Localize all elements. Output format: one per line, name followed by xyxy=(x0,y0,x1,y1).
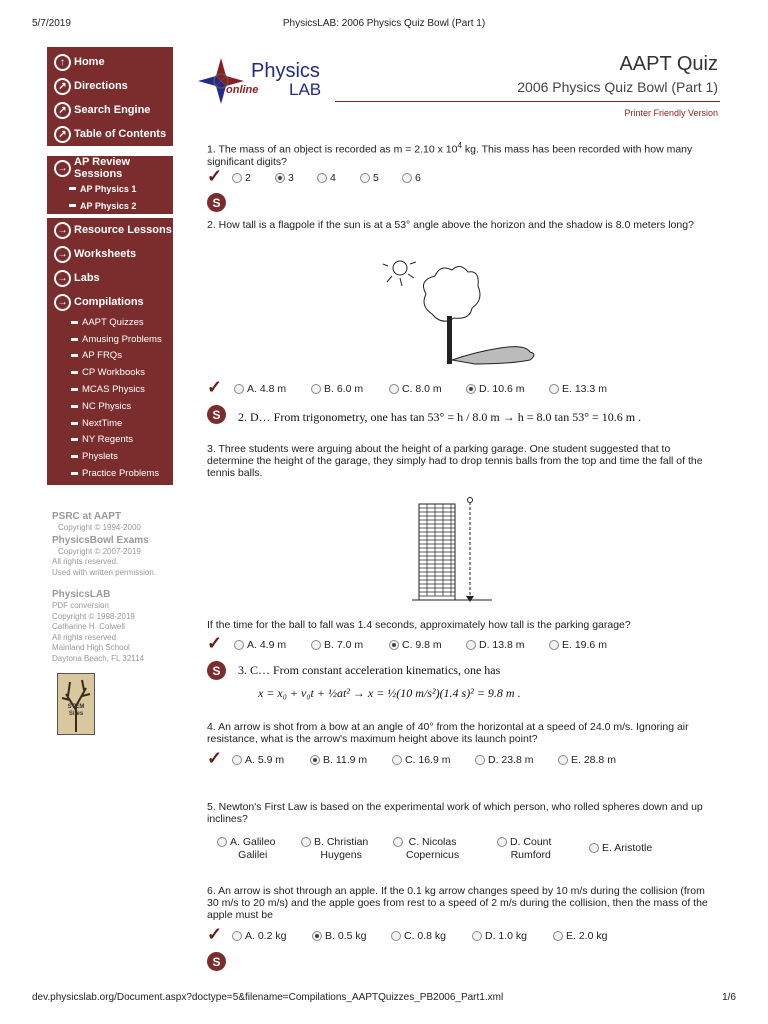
check-icon: ✓ xyxy=(207,924,223,944)
q5-option[interactable]: A. Galileo Galilei xyxy=(217,836,276,862)
solution-text: 2. D… From trigonometry, one has tan 53° = h / 8.0 m → h = 8.0 tan 53° = 10.6 m . xyxy=(238,410,642,424)
page-number: 1/6 xyxy=(722,992,736,1003)
nav-aapt-quizzes[interactable]: AAPT Quizzes xyxy=(47,314,173,331)
bullet-icon xyxy=(71,405,78,408)
q5-option[interactable]: D. Count Rumford xyxy=(497,836,551,862)
bullet-icon xyxy=(71,455,78,458)
question-1: 1. The mass of an object is recorded as m = 2.10 x $10^4$ kg. This mass has been recorded with how many significant digits? xyxy=(207,141,693,168)
page-title: AAPT Quiz xyxy=(619,53,718,75)
solution-text: 3. C… From constant acceleration kinematics, one has xyxy=(238,663,501,677)
solution-button[interactable]: S xyxy=(207,405,226,424)
nav-table-of-contents[interactable]: ↗ Table of Contents xyxy=(47,122,173,146)
q6-option[interactable]: E. 2.0 kg xyxy=(553,930,607,942)
nav-cp-workbooks[interactable]: CP Workbooks xyxy=(47,364,173,381)
q5-option[interactable]: C. Nicolas Copernicus xyxy=(393,836,459,862)
check-icon: ✓ xyxy=(207,748,223,768)
check-icon: ✓ xyxy=(207,633,223,653)
nav-divider xyxy=(47,146,176,156)
nav-amusing-problems[interactable]: Amusing Problems xyxy=(47,331,173,348)
q3-option[interactable]: A. 4.9 m xyxy=(234,639,286,651)
compass-logo-icon xyxy=(196,56,246,106)
print-url: dev.physicslab.org/Document.aspx?doctype=5&filename=Compilations_AAPTQuizzes_PB2006_Part1.xml xyxy=(32,992,504,1003)
nav-labs[interactable]: → Labs xyxy=(47,266,173,290)
bullet-icon xyxy=(71,422,78,425)
physicslab-logo[interactable]: Physics online LAB xyxy=(196,54,336,106)
nav-resource-lessons[interactable]: → Resource Lessons xyxy=(47,218,173,242)
nav-ap-physics-2[interactable]: AP Physics 2 xyxy=(47,197,173,214)
nav-ap-physics-1[interactable]: AP Physics 1 xyxy=(47,180,173,197)
nav-directions[interactable]: ↗ Directions xyxy=(47,74,173,98)
q4-option[interactable]: B. 11.9 m xyxy=(310,754,367,766)
credit-psrc: PSRC at AAPT xyxy=(52,511,122,522)
bullet-icon xyxy=(71,371,78,374)
stem-sites-logo[interactable] xyxy=(57,673,95,735)
q3-option[interactable]: B. 7.0 m xyxy=(311,639,363,651)
check-icon: ✓ xyxy=(207,377,223,397)
q6-option[interactable]: C. 0.8 kg xyxy=(391,930,446,942)
q3-option[interactable]: E. 19.6 m xyxy=(549,639,607,651)
nav-nc-physics[interactable]: NC Physics xyxy=(47,398,173,415)
stem-label: STEM Sites xyxy=(67,704,85,717)
q6-option[interactable]: D. 1.0 kg xyxy=(472,930,527,942)
q5-option[interactable]: E. Aristotle xyxy=(589,842,652,854)
q2-option[interactable]: A. 4.8 m xyxy=(234,383,286,395)
bullet-icon xyxy=(69,187,76,190)
q1-option[interactable]: 4 xyxy=(317,172,336,184)
q4-option[interactable]: E. 28.8 m xyxy=(558,754,616,766)
question-4: 4. An arrow is shot from a bow at an angle of 40° from the horizontal at a speed of 24.0 m/s. Ignoring air resistance, what is the arrow's maximum height above its launch point? xyxy=(207,721,689,745)
bullet-icon xyxy=(71,388,78,391)
bullet-icon xyxy=(71,321,78,324)
parking-garage-figure xyxy=(412,494,492,606)
question-6: 6. An arrow is shot through an apple. If the 0.1 kg arrow changes speed by 10 m/s during the collision (from 30 m/s to 20 m/s) and the apple goes from rest to a speed of 2 m/s during the collision, then the mass of the apple must be xyxy=(207,885,708,921)
q2-option[interactable]: D. 10.6 m xyxy=(466,383,525,395)
printer-friendly-link[interactable]: Printer Friendly Version xyxy=(624,108,718,118)
question-3: 3. Three students were arguing about the height of a parking garage. One student suggested that to determine the height of the garage, they simply had to drop tennis balls from the top and time the fall of the tennis balls. xyxy=(207,443,703,479)
sidebar-nav xyxy=(47,47,173,485)
q4-option[interactable]: A. 5.9 m xyxy=(232,754,284,766)
q3-option[interactable]: D. 13.8 m xyxy=(466,639,525,651)
nav-nexttime[interactable]: NextTime xyxy=(47,415,173,432)
solution-button[interactable]: S xyxy=(207,661,226,680)
question-2: 2. How tall is a flagpole if the sun is at a 53° angle above the horizon and the shadow is 8.0 meters long? xyxy=(207,219,694,231)
q3-option[interactable]: C. 9.8 m xyxy=(389,639,442,651)
q4-option[interactable]: D. 23.8 m xyxy=(475,754,534,766)
flagpole-figure xyxy=(380,256,545,376)
q6-option[interactable]: A. 0.2 kg xyxy=(232,930,286,942)
nav-practice-problems[interactable]: Practice Problems xyxy=(47,465,173,482)
header-divider xyxy=(335,101,720,102)
q2-option[interactable]: C. 8.0 m xyxy=(389,383,442,395)
q4-option[interactable]: C. 16.9 m xyxy=(392,754,451,766)
up-arrow-icon: ↑ xyxy=(54,54,71,71)
diagonal-arrow-icon: ↗ xyxy=(54,78,71,95)
print-title: PhysicsLAB: 2006 Physics Quiz Bowl (Part 1) xyxy=(282,18,486,29)
question-3-prompt: If the time for the ball to fall was 1.4 seconds, approximately how tall is the parking garage? xyxy=(207,619,631,631)
nav-home[interactable]: ↑ Home xyxy=(47,50,173,74)
credits: PSRC at AAPT Copyright © 1994-2000 PhysicsBowl Exams Copyright © 2007-2019 All rights reserved. Used with written permission. PhysicsLAB PDF conversion Copyright © 1998-2019 Catharine H. Colwell All rights reserved Mainland High School Daytona Beach, FL 32114 xyxy=(52,510,182,664)
solution-button[interactable]: S xyxy=(207,952,226,971)
q1-option[interactable]: 5 xyxy=(360,172,379,184)
nav-mcas-physics[interactable]: MCAS Physics xyxy=(47,381,173,398)
q2-option[interactable]: B. 6.0 m xyxy=(311,383,363,395)
question-5: 5. Newton's First Law is based on the experimental work of which person, who rolled spheres down and up inclines? xyxy=(207,801,703,825)
q6-option[interactable]: B. 0.5 kg xyxy=(312,930,366,942)
right-arrow-icon: → xyxy=(54,246,71,263)
nav-physlets[interactable]: Physlets xyxy=(47,448,173,465)
nav-ny-regents[interactable]: NY Regents xyxy=(47,432,173,449)
print-header xyxy=(32,18,736,32)
solution-button[interactable]: S xyxy=(207,193,226,212)
nav-worksheets[interactable]: → Worksheets xyxy=(47,242,173,266)
q1-option[interactable]: 6 xyxy=(402,172,421,184)
diagonal-arrow-icon: ↗ xyxy=(54,126,71,143)
nav-search-engine[interactable]: ↗ Search Engine xyxy=(47,98,173,122)
bullet-icon xyxy=(71,354,78,357)
nav-compilations[interactable]: → Compilations xyxy=(47,290,173,314)
right-arrow-icon: → xyxy=(54,294,71,311)
credit-physicsbowl: PhysicsBowl Exams xyxy=(52,534,149,546)
right-arrow-icon: → xyxy=(54,270,71,287)
page-subtitle: 2006 Physics Quiz Bowl (Part 1) xyxy=(517,79,718,95)
bullet-icon xyxy=(71,438,78,441)
bullet-icon xyxy=(69,204,76,207)
q5-option[interactable]: B. Christian Huygens xyxy=(301,836,368,862)
check-icon: ✓ xyxy=(207,166,223,186)
solution-equation: x = x₀ + v₀t + ½at² → x = ½(10 m/s²)(1.4 s)² = 9.8 m . xyxy=(258,686,521,700)
credit-physicslab: PhysicsLAB xyxy=(52,589,111,600)
q1-option[interactable]: 2 xyxy=(232,172,251,184)
diagonal-arrow-icon: ↗ xyxy=(54,102,71,119)
bullet-icon xyxy=(71,472,78,475)
bullet-icon xyxy=(71,338,78,341)
q2-option[interactable]: E. 13.3 m xyxy=(549,383,607,395)
q1-option[interactable]: 3 xyxy=(275,172,294,184)
right-arrow-icon: → xyxy=(54,222,71,239)
right-arrow-icon: → xyxy=(54,160,71,177)
nav-ap-review-sessions[interactable]: → AP Review Sessions xyxy=(47,156,173,180)
nav-ap-frqs[interactable]: AP FRQs xyxy=(47,348,173,365)
print-date: 5/7/2019 xyxy=(32,18,71,29)
